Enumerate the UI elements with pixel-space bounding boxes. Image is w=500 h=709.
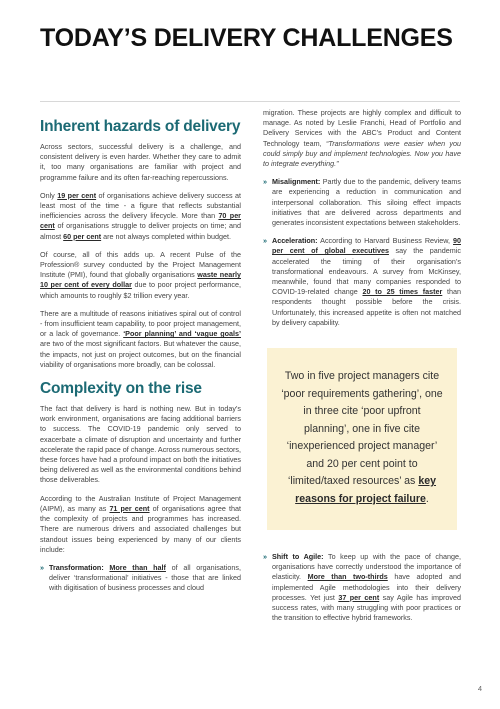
right-column <box>263 108 461 631</box>
section-heading-complexity: Complexity on the rise <box>40 380 202 398</box>
paragraph-intro: Across sectors, successful delivery is a challenge, and consistent delivery is even harder. Whether they care to admit it, too many organisations are familiar with project and programme failure and its often far-reaching repercussions. <box>40 142 241 182</box>
paragraph-pmi-survey: Of course, all of this adds up. A recent Pulse of the Profession® survey conducted by the Project Management Institute (PMI), found that globally organisations waste nearly 10 per cent of every dollar due to poor project performance, which amounts to roughly $2 trillion every year. <box>40 249 241 300</box>
left-column <box>40 108 241 602</box>
bullet-arrow-icon: » <box>40 562 44 572</box>
paragraph-transformation-cont: migration. These projects are highly complex and difficult to manage. As noted by Leslie Franchi, Head of Portfolio and Delivery Services with the ABC’s Product and Content Technology team, “Transformations were easier when you could simply buy and implement technologies. Now you have to integrate everything.” <box>263 108 461 169</box>
paragraph-aipm: According to the Australian Institute of Project Management (AIPM), as many as 71 per cent of organisations agree that the complexity of projects and programmes has increased. There are numerous drivers and associated challenges but standout issues being experienced by many of our clients include: <box>40 493 242 554</box>
quote-franchi: “Transformations were easier when you could simply buy and implement technologies. Now you have to integrate everything.” <box>263 138 461 169</box>
bullet-arrow-icon: » <box>263 552 267 562</box>
bullet-arrow-icon: » <box>263 177 267 187</box>
page-title: TODAY’S DELIVERY CHALLENGES <box>40 24 453 52</box>
bullet-arrow-icon: » <box>263 236 267 246</box>
title-divider <box>40 101 460 102</box>
bullet-shift-to-agile: » Shift to Agile: To keep up with the pace of change, organisations have correctly understood the importance of elasticity. More than two-thirds have adopted and implemented Agile methodologies into their delivery processes. Yet just 37 per cent say Agile has improved success rates, with many struggling with poor practices or the transition to effective hybrid frameworks. <box>263 552 461 623</box>
bullet-acceleration: » Acceleration: According to Harvard Business Review, 90 per cent of global executives say the pandemic accelerated the timing of their organisation’s transformational endeavours. A survey from McKinsey, meanwhile, found that many companies responded to COVID-19-related change 20 to 25 times faster than respondents thought possible before the crisis. Unfortunately, this increased appetite is often not matched by delivery capability. <box>263 236 461 327</box>
bullet-transformation: » Transformation: More than half of all organisations, deliver ‘transformational’ initiatives - those that are linked with digitisation of business processes and cloud <box>40 562 241 593</box>
callout-highlight: key reasons for project failure <box>295 475 436 505</box>
paragraph-covid: The fact that delivery is hard is nothing new. But in today’s work environment, organisations are facing additional barriers to success. The COVID-19 pandemic only served to exacerbate a climate of disruption and uncertainty and further accelerate the rapid pace of change. Across numerous sectors, these forces have had a profound impact on both the initiatives being delivered as well as the environmental conditions behind those deliverables. <box>40 404 241 485</box>
callout-box: Two in five project managers cite ‘poor requirements gathering’, one in three cite ‘poor upfront planning’, one in five cite ‘inexperienced project manager’ and 20 per cent point to ‘limited/taxed resources’ as key reasons for project failure. <box>267 348 457 530</box>
bullet-misalignment: » Misalignment: Partly due to the pandemic, delivery teams are experiencing a reduction in communication and interpersonal collaboration. This siloing effect impacts initiatives that are delivered across departments and generates inconsistent expectations between stakeholders. <box>263 177 461 228</box>
paragraph-reasons: There are a multitude of reasons initiatives spiral out of control - from insufficient team capability, to poor project management, or a lack of governance. ‘Poor planning’ and ‘vague goals’ are two of the most significant factors. But whatever the cause, the impacts, not just on project outcomes, but on the financial viability of organisations more broadly, can be colossal. <box>40 308 241 369</box>
section-heading-hazards: Inherent hazards of delivery <box>40 118 241 135</box>
page-number: 4 <box>477 684 482 693</box>
paragraph-success-stats: Only 19 per cent of organisations achieve delivery success at least most of the time - a figure that reflects substantial inefficiencies across the delivery lifecycle. More than 70 per cent of organisations struggle to deliver projects on time; and almost 60 per cent are not always completed within budget. <box>40 190 242 241</box>
